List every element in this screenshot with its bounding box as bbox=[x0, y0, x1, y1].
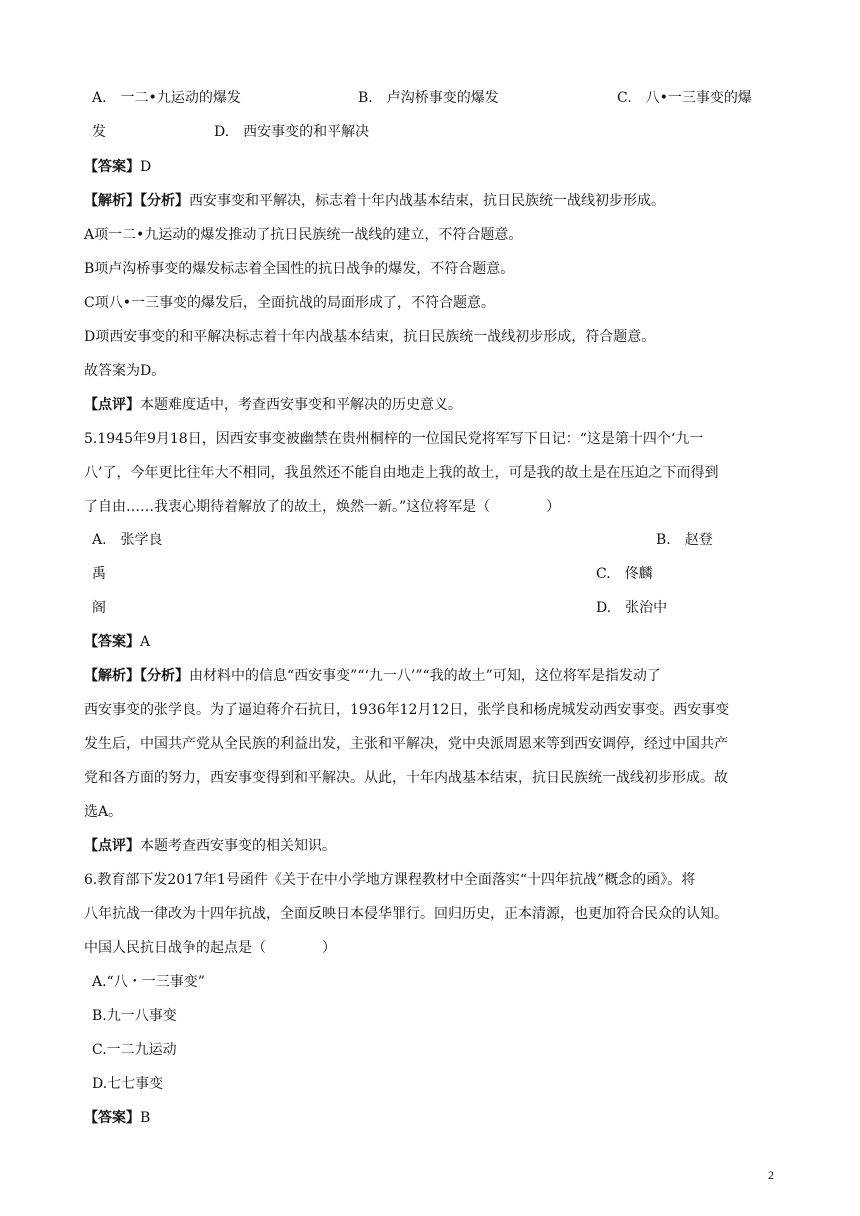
q5-stem-line-2: 八’了，今年更比往年大不相同，我虽然还不能自由地走上我的故土，可是我的故土是在压迫之下而得到 bbox=[84, 465, 719, 481]
q5-option-b: B. 赵登 bbox=[656, 532, 713, 548]
q4-explain-a: A项一二•九运动的爆发推动了抗日民族统一战线的建立，不符合题意。 bbox=[84, 227, 523, 243]
q6-option-d: D.七七事变 bbox=[92, 1076, 164, 1092]
q5-option-c: C. 佟麟 bbox=[596, 566, 653, 582]
q4-comment bbox=[84, 395, 462, 415]
q4-explain-d: D项西安事变的和平解决标志着十年内战基本结束，抗日民族统一战线初步形成，符合题意。 bbox=[84, 329, 656, 345]
q6-option-b: B.九一八事变 bbox=[92, 1008, 177, 1024]
answer-value: D bbox=[140, 159, 152, 175]
analysis-text: 西安事变和平解决，标志着十年内战基本结束，抗日民族统一战线初步形成。 bbox=[189, 193, 665, 209]
q4-answer bbox=[84, 157, 151, 177]
q5-answer bbox=[84, 632, 150, 652]
answer-tag: 【答案】 bbox=[84, 634, 140, 650]
q5-option-c-continued: 阁 bbox=[92, 600, 106, 616]
q4-explain-c: C项八•一三事变的爆发后，全面抗战的局面形成了，不符合题意。 bbox=[84, 295, 495, 311]
q4-option-c: C. 八•一三事变的爆 bbox=[617, 90, 752, 106]
q6-option-a: A.“八・一三事变” bbox=[92, 974, 205, 990]
answer-value: A bbox=[140, 634, 151, 650]
q6-option-c: C.一二九运动 bbox=[92, 1042, 177, 1058]
analysis-text: 由材料中的信息“西安事变”“‘九一八’”“我的故土”可知，这位将军是指发动了 bbox=[189, 668, 661, 684]
q5-analysis-line-2: 西安事变的张学良。为了逼迫蒋介石抗日，1936年12月12日，张学良和杨虎城发动西安事变。西安事变 bbox=[84, 702, 730, 718]
q5-analysis-line-5: 选A。 bbox=[84, 804, 123, 820]
q5-stem-line-3: 了自由……我衷心期待着解放了的故土，焕然一新。”这位将军是（ ） bbox=[84, 499, 561, 515]
q5-comment bbox=[84, 836, 336, 856]
q4-analysis bbox=[84, 191, 665, 211]
q4-option-a: A. 一二•九运动的爆发 bbox=[92, 90, 241, 106]
analysis-tag: 【解析】【分析】 bbox=[84, 193, 189, 209]
q5-analysis-line-3: 发生后，中国共产党从全民族的利益出发，主张和平解决，党中央派周恩来等到西安调停，经过中国共产 bbox=[84, 736, 728, 752]
q5-analysis-line-1 bbox=[84, 666, 661, 686]
q6-stem-line-1: 6.教育部下发2017年1号函件《关于在中小学地方课程教材中全面落实“十四年抗战”概念的函》。将 bbox=[84, 872, 696, 888]
comment-tag: 【点评】 bbox=[84, 397, 140, 413]
answer-value: B bbox=[140, 1110, 151, 1126]
q5-option-b-continued: 禹 bbox=[92, 566, 106, 582]
q5-option-a: A. 张学良 bbox=[92, 532, 163, 548]
comment-tag: 【点评】 bbox=[84, 838, 140, 854]
answer-tag: 【答案】 bbox=[84, 1110, 140, 1126]
comment-text: 本题考查西安事变的相关知识。 bbox=[140, 838, 336, 854]
q4-explain-b: B项卢沟桥事变的爆发标志着全国性的抗日战争的爆发，不符合题意。 bbox=[84, 261, 515, 277]
comment-text: 本题难度适中，考查西安事变和平解决的历史意义。 bbox=[140, 397, 462, 413]
q5-option-d: D. 张治中 bbox=[596, 600, 668, 616]
q4-option-d: D. 西安事变的和平解决 bbox=[214, 124, 370, 140]
answer-tag: 【答案】 bbox=[84, 159, 140, 175]
q6-stem-line-3: 中国人民抗日战争的起点是（ ） bbox=[84, 940, 336, 956]
q5-analysis-line-4: 党和各方面的努力，西安事变得到和平解决。从此，十年内战基本结束，抗日民族统一战线初步形成。故 bbox=[84, 770, 728, 786]
q6-answer bbox=[84, 1108, 150, 1128]
analysis-tag: 【解析】【分析】 bbox=[84, 668, 189, 684]
page-number: 2 bbox=[768, 1168, 774, 1182]
q6-stem-line-2: 八年抗战一律改为十四年抗战，全面反映日本侵华罪行。回归历史，正本清源，也更加符合民众的认知。 bbox=[84, 906, 728, 922]
q4-option-c-continued: 发 bbox=[92, 124, 106, 140]
q4-option-b: B. 卢沟桥事变的爆发 bbox=[358, 90, 499, 106]
q5-stem-line-1: 5.1945年9月18日，因西安事变被幽禁在贵州桐梓的一位国民党将军写下日记：“这是第十四个‘九一 bbox=[84, 431, 704, 447]
q4-conclusion: 故答案为D。 bbox=[84, 363, 166, 379]
